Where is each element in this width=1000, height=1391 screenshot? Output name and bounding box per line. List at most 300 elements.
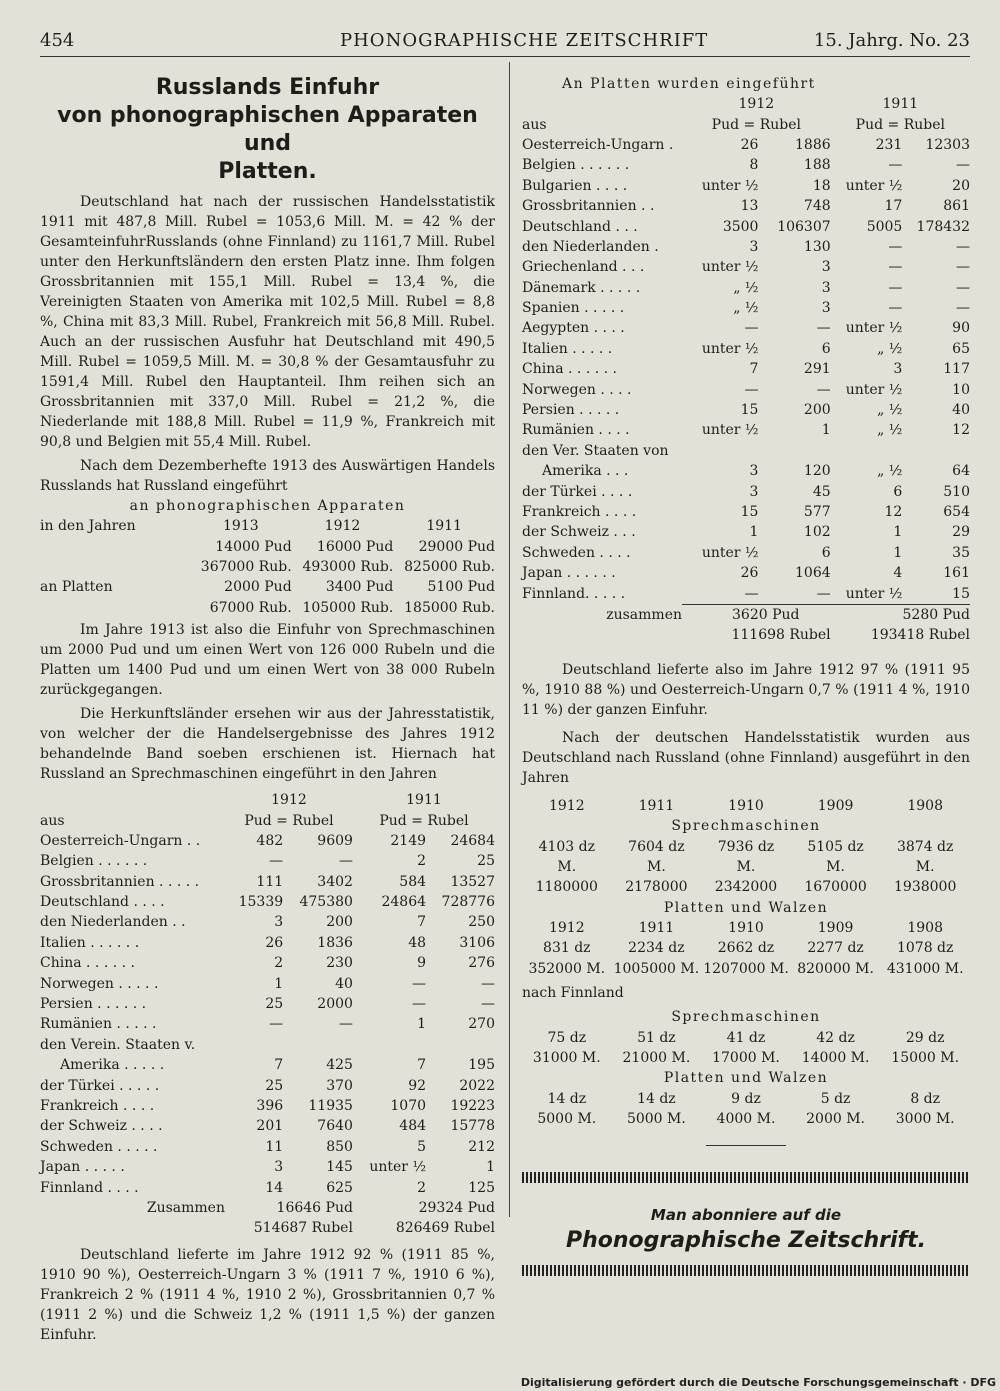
value-cell: 8 — [749, 157, 759, 174]
value-cell: 431000 M. — [886, 960, 964, 977]
value-cell: unter ½ — [845, 381, 903, 398]
table-row — [40, 1116, 495, 1136]
country-cell: Deutschland . . . — [522, 218, 638, 235]
value-cell: 3500 — [722, 218, 759, 235]
table-row — [522, 502, 970, 522]
value-cell: — — [338, 853, 353, 870]
country-cell: Japan . . . . . — [40, 1159, 125, 1176]
value-cell: unter ½ — [845, 177, 903, 194]
table-row — [40, 1075, 495, 1095]
value-cell: 2 — [417, 853, 427, 870]
value-cell: 13 — [740, 198, 759, 215]
table-row — [522, 441, 970, 461]
value-cell: 2149 — [390, 832, 427, 849]
value-cell: „ ½ — [877, 463, 903, 480]
value-cell: — — [412, 975, 427, 992]
value-cell: 11935 — [308, 1098, 353, 1114]
table-row — [522, 481, 970, 501]
value-cell: — — [956, 238, 970, 255]
table-row — [522, 196, 970, 216]
value-cell: 820000 M. — [797, 960, 874, 977]
table-row — [522, 257, 970, 277]
value-cell: unter ½ — [369, 1159, 427, 1176]
value-cell: 3106 — [459, 934, 495, 951]
country-cell: der Türkei . . . . . — [40, 1077, 160, 1094]
value-cell: 4 — [893, 565, 903, 582]
value-cell: 850 — [326, 1138, 353, 1155]
value-cell: 1 — [893, 524, 903, 541]
apparaten-table — [40, 516, 495, 618]
value-cell: — — [744, 585, 759, 602]
value-cell: — — [888, 238, 903, 255]
table-row: 1912 1911 — [271, 792, 442, 809]
value-cell: 13527 — [450, 873, 495, 890]
table-row — [522, 1027, 970, 1047]
value-cell: 861 — [943, 198, 970, 215]
column-rule — [509, 62, 510, 1217]
table-row — [40, 1157, 495, 1177]
value-cell: 92 — [408, 1077, 427, 1094]
value-cell: 475380 — [299, 894, 353, 911]
value-cell: — — [412, 996, 427, 1013]
value-cell: 17 — [884, 198, 903, 215]
value-cell: 3402 — [317, 873, 353, 890]
value-cell: 21000 M. — [622, 1050, 691, 1067]
value-cell: 3 — [821, 259, 831, 276]
paragraph: Nach dem Dezemberhefte 1913 des Auswärtigen Handels Russlands hat Russland eingeführt — [40, 458, 495, 494]
table-row — [522, 898, 970, 918]
value-cell: 18 — [812, 177, 831, 194]
value-cell: 2277 dz — [807, 940, 864, 957]
value-cell: — — [744, 320, 759, 337]
value-cell: 20 — [952, 177, 970, 194]
value-cell — [353, 1035, 426, 1055]
table-row — [40, 892, 495, 912]
value-cell: 3 — [749, 463, 759, 480]
country-cell: den Verein. Staaten v. — [40, 1036, 196, 1053]
value-cell: 370 — [326, 1077, 353, 1094]
country-cell: Belgien . . . . . . — [40, 853, 148, 870]
table-row — [40, 851, 495, 871]
country-cell: Rumänien . . . . — [522, 422, 630, 439]
paragraph: Deutschland lieferte also im Jahre 1912 97 % (1911 95 %, 1910 88 %) und Oesterreich-Ungarn 0,7 % (1911 4 %, 1910 11 %) der ganzen Einfuhr. — [522, 661, 970, 718]
value-cell: 5000 M. — [626, 1111, 686, 1128]
value-cell: 40 — [335, 975, 353, 992]
value-cell: 1910 — [728, 797, 764, 814]
value-cell: 15 — [952, 585, 970, 602]
table-row: an Platten 2000 Pud 3400 Pud 5100 Pud — [40, 579, 495, 596]
value-cell — [426, 1035, 495, 1055]
table-row — [40, 872, 495, 892]
table-row: aus Pud = Rubel Pud = Rubel — [522, 116, 945, 133]
table-body — [40, 831, 495, 1198]
ornament-bar — [522, 1265, 970, 1276]
table-row — [522, 918, 970, 938]
sum-row: zusammen 3620 Pud 5280 Pud — [522, 604, 970, 625]
value-cell: — — [481, 975, 495, 992]
value-cell: 4000 M. — [716, 1111, 776, 1128]
value-cell: 15339 — [238, 894, 284, 911]
value-cell: 276 — [468, 955, 495, 972]
value-cell: 1207000 M. — [703, 960, 789, 977]
value-cell: 26 — [740, 565, 759, 582]
article-title: Russlands Einfuhr von phonographischen Apparaten und Platten. — [57, 75, 478, 184]
country-cell: Belgien . . . . . . — [522, 157, 630, 174]
value-cell: 7 — [417, 1057, 427, 1074]
country-cell: Finnland. . . . . — [522, 585, 626, 602]
table-row — [522, 339, 970, 359]
section-label: Platten und Walzen — [663, 1070, 829, 1087]
paragraph: Die Herkunftsländer ersehen wir aus der Jahresstatistik, von welcher der die Handelsergebnisse des Jahres 1912 behandelnde Band soeben erschienen ist. Hiernach hat Russland an Sprechmaschinen eingeführt in den Jahren — [40, 705, 495, 782]
value-cell: 11 — [265, 1138, 284, 1155]
value-cell: 161 — [943, 565, 970, 582]
country-cell: Griechenland . . . — [522, 259, 645, 276]
table-row — [522, 1048, 970, 1068]
value-cell: — — [888, 259, 903, 276]
value-cell: 230 — [326, 955, 353, 972]
table-row — [522, 583, 970, 604]
table-row — [522, 318, 970, 338]
value-cell: 42 dz — [816, 1029, 855, 1046]
table-row — [40, 1177, 495, 1197]
value-cell: 9609 — [317, 832, 353, 849]
value-cell: 425 — [326, 1057, 353, 1074]
paragraph: Nach der deutschen Handelsstatistik wurden aus Deutschland nach Russland (ohne Finnland) ausgeführt in den Jahren — [522, 729, 970, 786]
value-cell: 25 — [477, 853, 495, 870]
value-cell: 2662 dz — [717, 940, 775, 957]
value-cell: 14000 M. — [801, 1050, 870, 1067]
value-cell: 3 — [821, 279, 831, 296]
value-cell: 577 — [803, 504, 831, 520]
value-cell: 7 — [274, 1057, 284, 1074]
value-cell: 40 — [952, 402, 970, 419]
value-cell: 7 — [749, 361, 759, 378]
value-cell — [283, 1035, 353, 1055]
divider — [706, 1145, 786, 1146]
value-cell: 250 — [468, 914, 495, 931]
table-row — [40, 1035, 495, 1055]
table-row — [40, 973, 495, 993]
value-cell: 1886 — [795, 136, 831, 153]
value-cell: 2022 — [459, 1077, 495, 1094]
country-cell: Amerika . . . . . — [60, 1057, 165, 1074]
table-row: aus Pud = Rubel Pud = Rubel — [40, 812, 469, 829]
value-cell: 5105 dz — [807, 838, 864, 855]
table-row — [40, 1014, 495, 1034]
value-cell: 6 — [821, 340, 831, 357]
paragraph: Im Jahre 1913 ist also die Einfuhr von Sprechmaschinen um 2000 Pud und um einen Wert von 126 000 Rubeln und die Platten um 1400 Pud und um einen Wert von 38 000 Rubeln zurückgegangen. — [40, 621, 495, 698]
table-row — [40, 1055, 495, 1075]
country-cell: Deutschland . . . . — [40, 894, 165, 911]
table-row — [522, 563, 970, 583]
value-cell: 2 — [417, 1179, 427, 1196]
table-row: in den Jahren 1913 1912 1911 — [40, 518, 462, 535]
country-cell: China . . . . . . — [40, 955, 135, 972]
table-row — [522, 1109, 970, 1129]
country-cell: Aegypten . . . . — [522, 320, 625, 337]
country-cell: Bulgarien . . . . — [522, 177, 628, 194]
section-label: Sprechmaschinen — [671, 818, 821, 835]
value-cell: — — [888, 279, 903, 296]
table-row — [522, 836, 970, 856]
value-cell: 748 — [803, 198, 831, 215]
value-cell: 3 — [749, 238, 759, 255]
table-row — [522, 959, 970, 979]
section-label: Platten und Walzen — [663, 899, 829, 916]
table-row — [40, 933, 495, 953]
value-cell: 75 dz — [547, 1029, 587, 1046]
value-cell: 3 — [274, 1159, 284, 1176]
value-cell: 728776 — [441, 894, 495, 911]
table-row — [522, 857, 970, 877]
value-cell: 120 — [803, 463, 831, 480]
table-row — [522, 816, 970, 836]
value-cell: — — [816, 320, 831, 337]
paragraph: Deutschland hat nach der russischen Handelsstatistik 1911 mit 487,8 Mill. Rubel = 1053,6 Mill. M. = 42 % der GesamteinfuhrRusslands (ohne Finnland) zu 1161,7 Mill. Rubel unter den Herkunftsländern den ersten Platz inne. Ihm folgen Grossbritannien mit 155,1 Mill. Rubel = 13,4 %, die Vereinigten Staaten von Amerika mit 102,5 Mill. Rubel = 8,8 %, China mit 83,3 Mill. Rubel, Frankreich mit 56,8 Mill. Rubel. Auch an der russischen Ausfuhr hat Deutschland mit 490,5 Mill. Rubel = 1059,5 Mill. M. = 30,8 % der Gesamtausfuhr zu 1591,4 Mill. Rubel den Hauptanteil. Ihm reihen sich an Grossbritannien mit 337,0 Mill. Rubel = 21,2 %, die Niederlande mit 188,8 Mill. Rubel = 11,9 %, Frankreich mit 90,8 und Belgien mit 55,4 Mill. Rubel. — [40, 194, 495, 450]
value-cell: 106307 — [777, 218, 831, 235]
value-cell: 1909 — [817, 797, 854, 814]
value-cell: 1180000 — [535, 879, 598, 896]
value-cell: 2 — [274, 955, 284, 972]
sum-row: Zusammen 16646 Pud 29324 Pud — [146, 1199, 495, 1216]
value-cell: — — [816, 381, 831, 398]
value-cell: 4103 dz — [538, 838, 595, 855]
table-row — [40, 1137, 495, 1157]
country-cell: Schweden . . . . . — [40, 1138, 158, 1155]
value-cell: — — [956, 279, 970, 296]
value-cell: 9 dz — [731, 1090, 761, 1107]
value-cell: — — [481, 996, 495, 1013]
ornament-bar — [522, 1172, 970, 1183]
country-cell: Rumänien . . . . . — [40, 1016, 157, 1033]
value-cell: 17000 M. — [712, 1050, 780, 1067]
value-cell: M. — [826, 858, 845, 875]
value-cell: 178432 — [916, 218, 970, 235]
table-row — [522, 359, 970, 379]
sprechmaschinen-table — [40, 790, 495, 1239]
value-cell: „ ½ — [733, 300, 759, 317]
table-row — [522, 420, 970, 440]
value-cell: 7640 — [317, 1118, 353, 1135]
value-cell: 65 — [952, 340, 970, 357]
value-cell: „ ½ — [733, 279, 759, 296]
table-row — [40, 1096, 495, 1116]
value-cell: 1 — [274, 975, 284, 992]
value-cell: unter ½ — [701, 422, 759, 439]
section-label: Sprechmaschinen — [671, 1009, 821, 1026]
value-cell — [831, 441, 903, 461]
country-cell: den Ver. Staaten von — [522, 442, 669, 459]
value-cell: 1911 — [638, 920, 675, 937]
value-cell: 64 — [952, 463, 970, 480]
country-cell: Japan . . . . . . — [522, 565, 616, 582]
value-cell: 12 — [952, 422, 970, 439]
value-cell: unter ½ — [701, 259, 759, 276]
country-cell: Dänemark . . . . . — [522, 279, 641, 296]
value-cell — [682, 441, 758, 461]
value-cell: 24864 — [381, 894, 427, 911]
value-cell: 29 dz — [905, 1029, 945, 1046]
sum-row: 514687 Rubel 826469 Rubel — [253, 1220, 495, 1237]
value-cell: 6 — [821, 544, 831, 561]
value-cell: 200 — [803, 402, 831, 419]
value-cell: 188 — [803, 157, 831, 174]
value-cell: „ ½ — [877, 402, 903, 419]
country-cell: Grossbritannien . . . . . — [40, 873, 200, 890]
country-cell: Schweden . . . . — [522, 544, 631, 561]
table-row — [40, 994, 495, 1014]
value-cell: — — [956, 157, 970, 174]
value-cell: 3000 M. — [895, 1111, 955, 1128]
sum-row: 111698 Rubel 193418 Rubel — [731, 627, 970, 644]
table-row — [522, 877, 970, 897]
value-cell: 212 — [468, 1138, 495, 1155]
value-cell: 24684 — [450, 832, 495, 849]
value-cell: 2342000 — [714, 879, 778, 896]
table-row — [40, 953, 495, 973]
table-row: 367000 Rub. 493000 Rub. 825000 Rub. — [200, 558, 495, 575]
export-table — [522, 796, 970, 1130]
value-cell: 396 — [256, 1098, 284, 1114]
value-cell: 1670000 — [804, 879, 867, 896]
table-row — [522, 1068, 970, 1088]
country-cell: Amerika . . . — [542, 463, 629, 480]
table-row — [522, 135, 970, 155]
table-row — [522, 543, 970, 563]
journal-title: PHONOGRAPHISCHE ZEITSCHRIFT — [340, 30, 709, 51]
value-cell: 1911 — [638, 797, 675, 814]
value-cell: 125 — [468, 1179, 495, 1196]
page-header — [40, 30, 970, 58]
value-cell: 1 — [893, 544, 903, 561]
value-cell: 195 — [468, 1057, 495, 1074]
country-cell: Persien . . . . . — [522, 402, 620, 419]
value-cell: — — [956, 259, 970, 276]
value-cell: 584 — [399, 873, 427, 890]
right-column — [522, 74, 970, 1276]
paragraph: Deutschland lieferte im Jahre 1912 92 % (1911 85 %, 1910 90 %), Oesterreich-Ungarn 3 % (1911 7 %, 1910 6 %), Frankreich 2 % (1911 4 %, 1910 2 %), Grossbritannien 0,7 % (1911 2 %) und die Schweiz 1,2 % (1911 1,5 %) der ganzen Einfuhr. — [40, 1246, 495, 1343]
table-row — [522, 796, 970, 816]
value-cell: 831 dz — [543, 940, 591, 957]
table-row — [522, 522, 970, 542]
value-cell: M. — [557, 858, 577, 875]
table-row — [522, 938, 970, 958]
value-cell: 1908 — [907, 797, 943, 814]
value-cell: M. — [646, 858, 666, 875]
value-cell: 231 — [875, 136, 903, 153]
country-cell: der Schweiz . . . — [522, 524, 636, 541]
value-cell: M. — [736, 858, 756, 875]
value-cell: 145 — [326, 1159, 353, 1176]
value-cell: 117 — [943, 361, 970, 378]
value-cell: 625 — [326, 1179, 353, 1196]
value-cell: 5 dz — [820, 1090, 851, 1107]
value-cell: 12303 — [925, 136, 970, 153]
value-cell: 7 — [417, 914, 427, 931]
value-cell: — — [744, 381, 759, 398]
value-cell: 15778 — [450, 1118, 495, 1135]
funding-footer: Digitalisierung gefördert durch die Deutsche Forschungsgemeinschaft · DFG — [520, 1376, 996, 1389]
value-cell: 201 — [256, 1118, 284, 1135]
country-cell: Frankreich . . . . — [40, 1098, 155, 1114]
value-cell: 1 — [821, 422, 831, 439]
value-cell: 14 dz — [547, 1090, 587, 1107]
header-rule — [40, 56, 970, 57]
value-cell: 352000 M. — [528, 960, 606, 977]
value-cell: 2000 — [317, 996, 353, 1013]
country-cell: der Türkei . . . . — [522, 483, 633, 500]
table-row — [522, 216, 970, 236]
value-cell: unter ½ — [701, 340, 759, 357]
value-cell: 510 — [943, 483, 970, 500]
value-cell: 3 — [893, 361, 903, 378]
country-cell: den Niederlanden . — [522, 238, 659, 255]
value-cell: 1 — [749, 524, 759, 541]
value-cell: — — [888, 157, 903, 174]
table-row — [522, 379, 970, 399]
value-cell: 14 — [265, 1179, 284, 1196]
page-number: 454 — [40, 30, 75, 51]
left-column — [40, 68, 495, 1345]
value-cell: 5005 — [866, 218, 903, 235]
country-cell: Persien . . . . . . — [40, 996, 147, 1013]
value-cell: 2178000 — [625, 879, 688, 896]
issue-label: 15. Jahrg. No. 23 — [813, 30, 970, 51]
country-cell: China . . . . . . — [522, 361, 617, 378]
value-cell: — — [888, 300, 903, 317]
value-cell: 48 — [408, 934, 427, 951]
value-cell: 15 — [740, 402, 759, 419]
value-cell: 1910 — [728, 920, 764, 937]
table-row — [522, 1089, 970, 1109]
value-cell: 482 — [256, 832, 284, 849]
country-cell: Italien . . . . . — [522, 340, 613, 357]
value-cell: 654 — [943, 504, 970, 520]
table-row — [522, 176, 970, 196]
value-cell: 8 dz — [910, 1090, 941, 1107]
value-cell: 3 — [274, 914, 284, 931]
value-cell: 130 — [803, 238, 831, 255]
value-cell: 12 — [884, 504, 903, 520]
value-cell: 7936 dz — [717, 838, 775, 855]
table-body — [522, 135, 970, 604]
value-cell: unter ½ — [701, 544, 759, 561]
value-cell: 9 — [417, 955, 427, 972]
value-cell: 45 — [812, 483, 831, 500]
country-cell: Italien . . . . . . — [40, 934, 140, 951]
value-cell: 10 — [952, 381, 970, 398]
table-row — [522, 461, 970, 481]
country-cell: Norwegen . . . . — [522, 381, 632, 398]
value-cell: 1070 — [390, 1098, 427, 1114]
value-cell: 484 — [399, 1118, 427, 1135]
value-cell: 200 — [326, 914, 353, 931]
value-cell: 1912 — [548, 797, 585, 814]
value-cell: 26 — [740, 136, 759, 153]
country-cell: Spanien . . . . . — [522, 300, 625, 317]
value-cell — [902, 441, 970, 461]
table-row — [522, 155, 970, 175]
value-cell — [225, 1035, 283, 1055]
value-cell: 7604 dz — [628, 838, 685, 855]
value-cell: M. — [915, 858, 935, 875]
value-cell: 25 — [265, 1077, 284, 1094]
value-cell: 51 dz — [637, 1029, 676, 1046]
value-cell: 270 — [468, 1016, 495, 1033]
section-label: nach Finnland — [522, 985, 624, 1002]
value-cell: — — [816, 585, 831, 602]
value-cell: 15000 M. — [891, 1050, 960, 1067]
